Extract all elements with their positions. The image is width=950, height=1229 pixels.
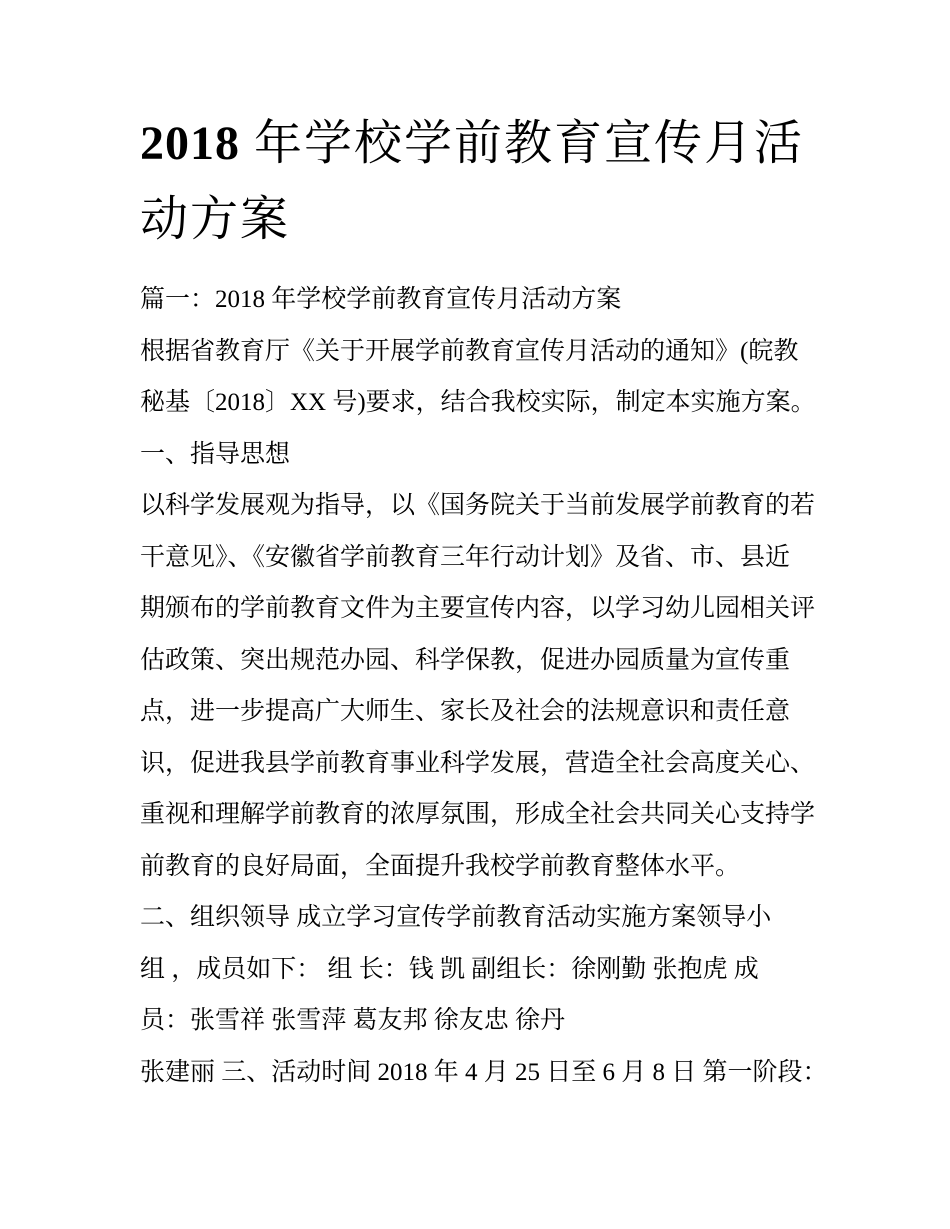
text-line: 干意见》、《安徽省学前教育三年行动计划》及省、市、县近 <box>140 543 791 571</box>
text-line: 篇一：2018 年学校学前教育宣传月活动方案 <box>140 286 622 313</box>
text-line: 组 ，成员如下： 组 长：钱 凯 副组长：徐刚勤 张抱虎 成 <box>140 955 759 983</box>
document-body <box>140 274 828 1098</box>
text-line: 一、指导思想 <box>140 440 291 468</box>
text-line: 点，进一步提高广大师生、家长及社会的法规意识和责任意 <box>140 698 791 725</box>
document-title <box>140 106 810 258</box>
text-line: 估政策、突出规范办园、科学保教，促进办园质量为宣传重 <box>140 646 791 674</box>
text-line: 重视和理解学前教育的浓厚氛围，形成全社会共同关心支持学 <box>140 801 816 828</box>
text-line: 以科学发展观为指导，以《国务院关于当前发展学前教育的若 <box>140 492 816 519</box>
document-title-year: 2018 <box>140 117 240 170</box>
text-line: 二、组织领导 成立学习宣传学前教育活动实施方案领导小 <box>140 904 772 931</box>
text-line: 期颁布的学前教育文件为主要宣传内容，以学习幼儿园相关评 <box>140 595 816 622</box>
text-line: 根据省教育厅《关于开展学前教育宣传月活动的通知》(皖教 <box>140 337 799 365</box>
text-line: 秘基〔2018〕XX 号)要求，结合我校实际，制定本实施方案。 <box>140 389 816 416</box>
document-title-text: 年学校学前教育宣传月活动方案 <box>140 117 805 246</box>
text-line: 前教育的良好局面，全面提升我校学前教育整体水平。 <box>140 852 741 880</box>
text-line: 员：张雪祥 张雪萍 葛友邦 徐友忠 徐丹 <box>140 1007 566 1034</box>
text-line: 识，促进我县学前教育事业科学发展，营造全社会高度关心、 <box>140 749 816 777</box>
text-line: 张建丽 三、活动时间 2018 年 4 月 25 日至 6 月 8 日 第一阶段： <box>140 1058 828 1086</box>
